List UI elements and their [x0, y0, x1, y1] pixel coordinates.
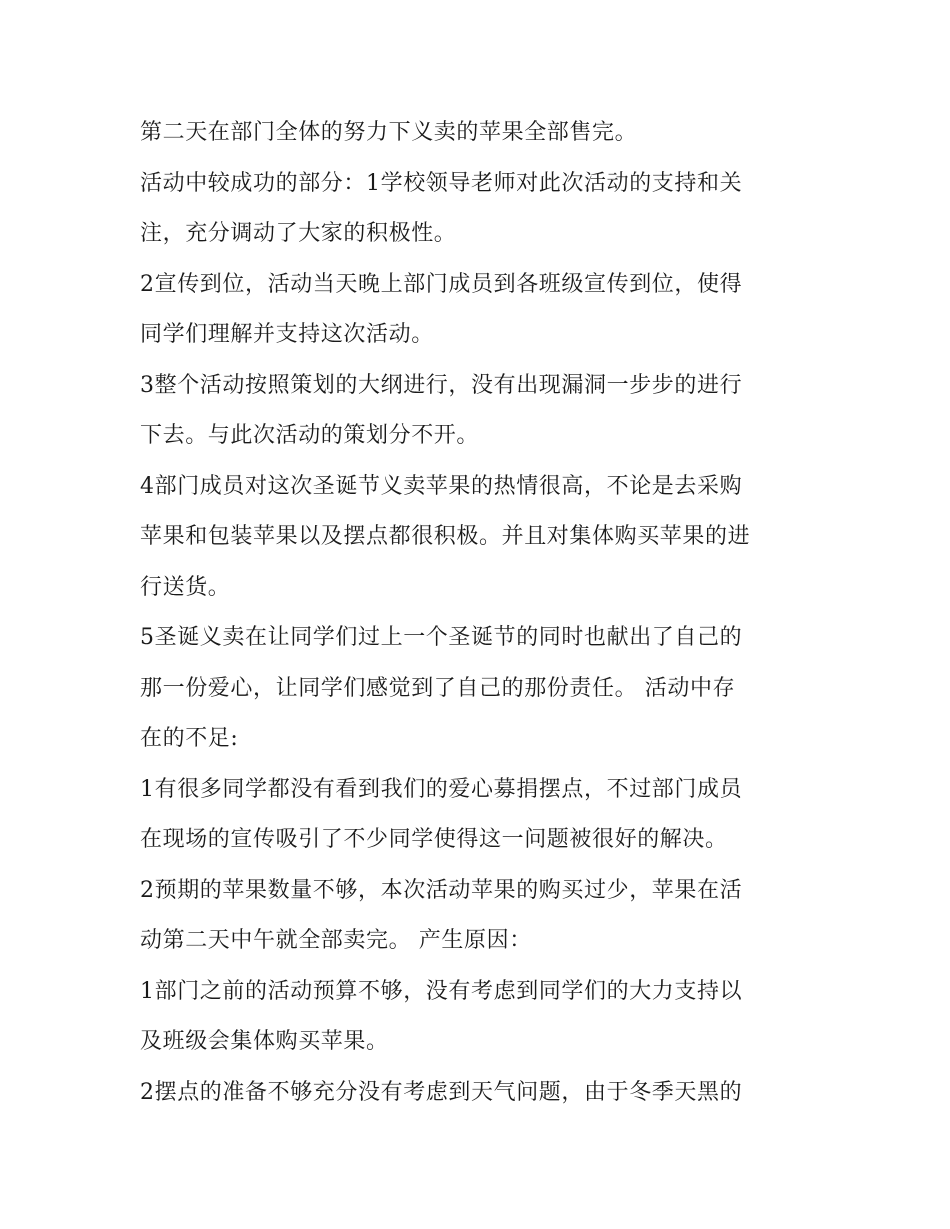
text-line: 1有很多同学都没有看到我们的爱心募捐摆点，不过部门成员	[140, 776, 743, 802]
document-body	[140, 108, 820, 1118]
text-line: 注，充分调动了大家的积极性。	[140, 221, 457, 246]
text-line: 及班级会集体购买苹果。	[140, 1029, 389, 1054]
text-line: 在的不足:	[140, 726, 239, 751]
text-line: 行送货。	[140, 574, 231, 600]
text-line: 第二天在部门全体的努力下义卖的苹果全部售完。	[140, 120, 638, 145]
text-line: 下去。与此次活动的策划分不开。	[140, 423, 480, 448]
text-line: 在现场的宣传吸引了不少同学使得这一问题被很好的解决。	[140, 827, 728, 852]
text-line: 3整个活动按照策划的大纲进行，没有出现漏洞一步步的进行	[140, 372, 743, 398]
text-line: 同学们理解并支持这次活动。	[140, 322, 434, 347]
text-line: 动第二天中午就全部卖完。 产生原因：	[140, 928, 532, 953]
text-line: 2预期的苹果数量不够，本次活动苹果的购买过少，苹果在活	[140, 877, 743, 903]
text-line: 5圣诞义卖在让同学们过上一个圣诞节的同时也献出了自己的	[140, 625, 743, 650]
text-line: 2摆点的准备不够充分没有考虑到天气问题，由于冬季天黑的	[140, 1079, 743, 1105]
text-line: 2宣传到位，活动当天晚上部门成员到各班级宣传到位，使得	[140, 271, 743, 297]
text-line: 1部门之前的活动预算不够，没有考虑到同学们的大力支持以	[140, 978, 743, 1004]
text-line: 4部门成员对这次圣诞节义卖苹果的热情很高，不论是去采购	[140, 473, 743, 499]
text-line: 活动中较成功的部分：1学校领导老师对此次活动的支持和关	[140, 170, 743, 196]
text-line: 苹果和包装苹果以及摆点都很积极。并且对集体购买苹果的进	[140, 524, 751, 549]
text-line: 那一份爱心，让同学们感觉到了自己的那份责任。 活动中存	[140, 675, 736, 701]
